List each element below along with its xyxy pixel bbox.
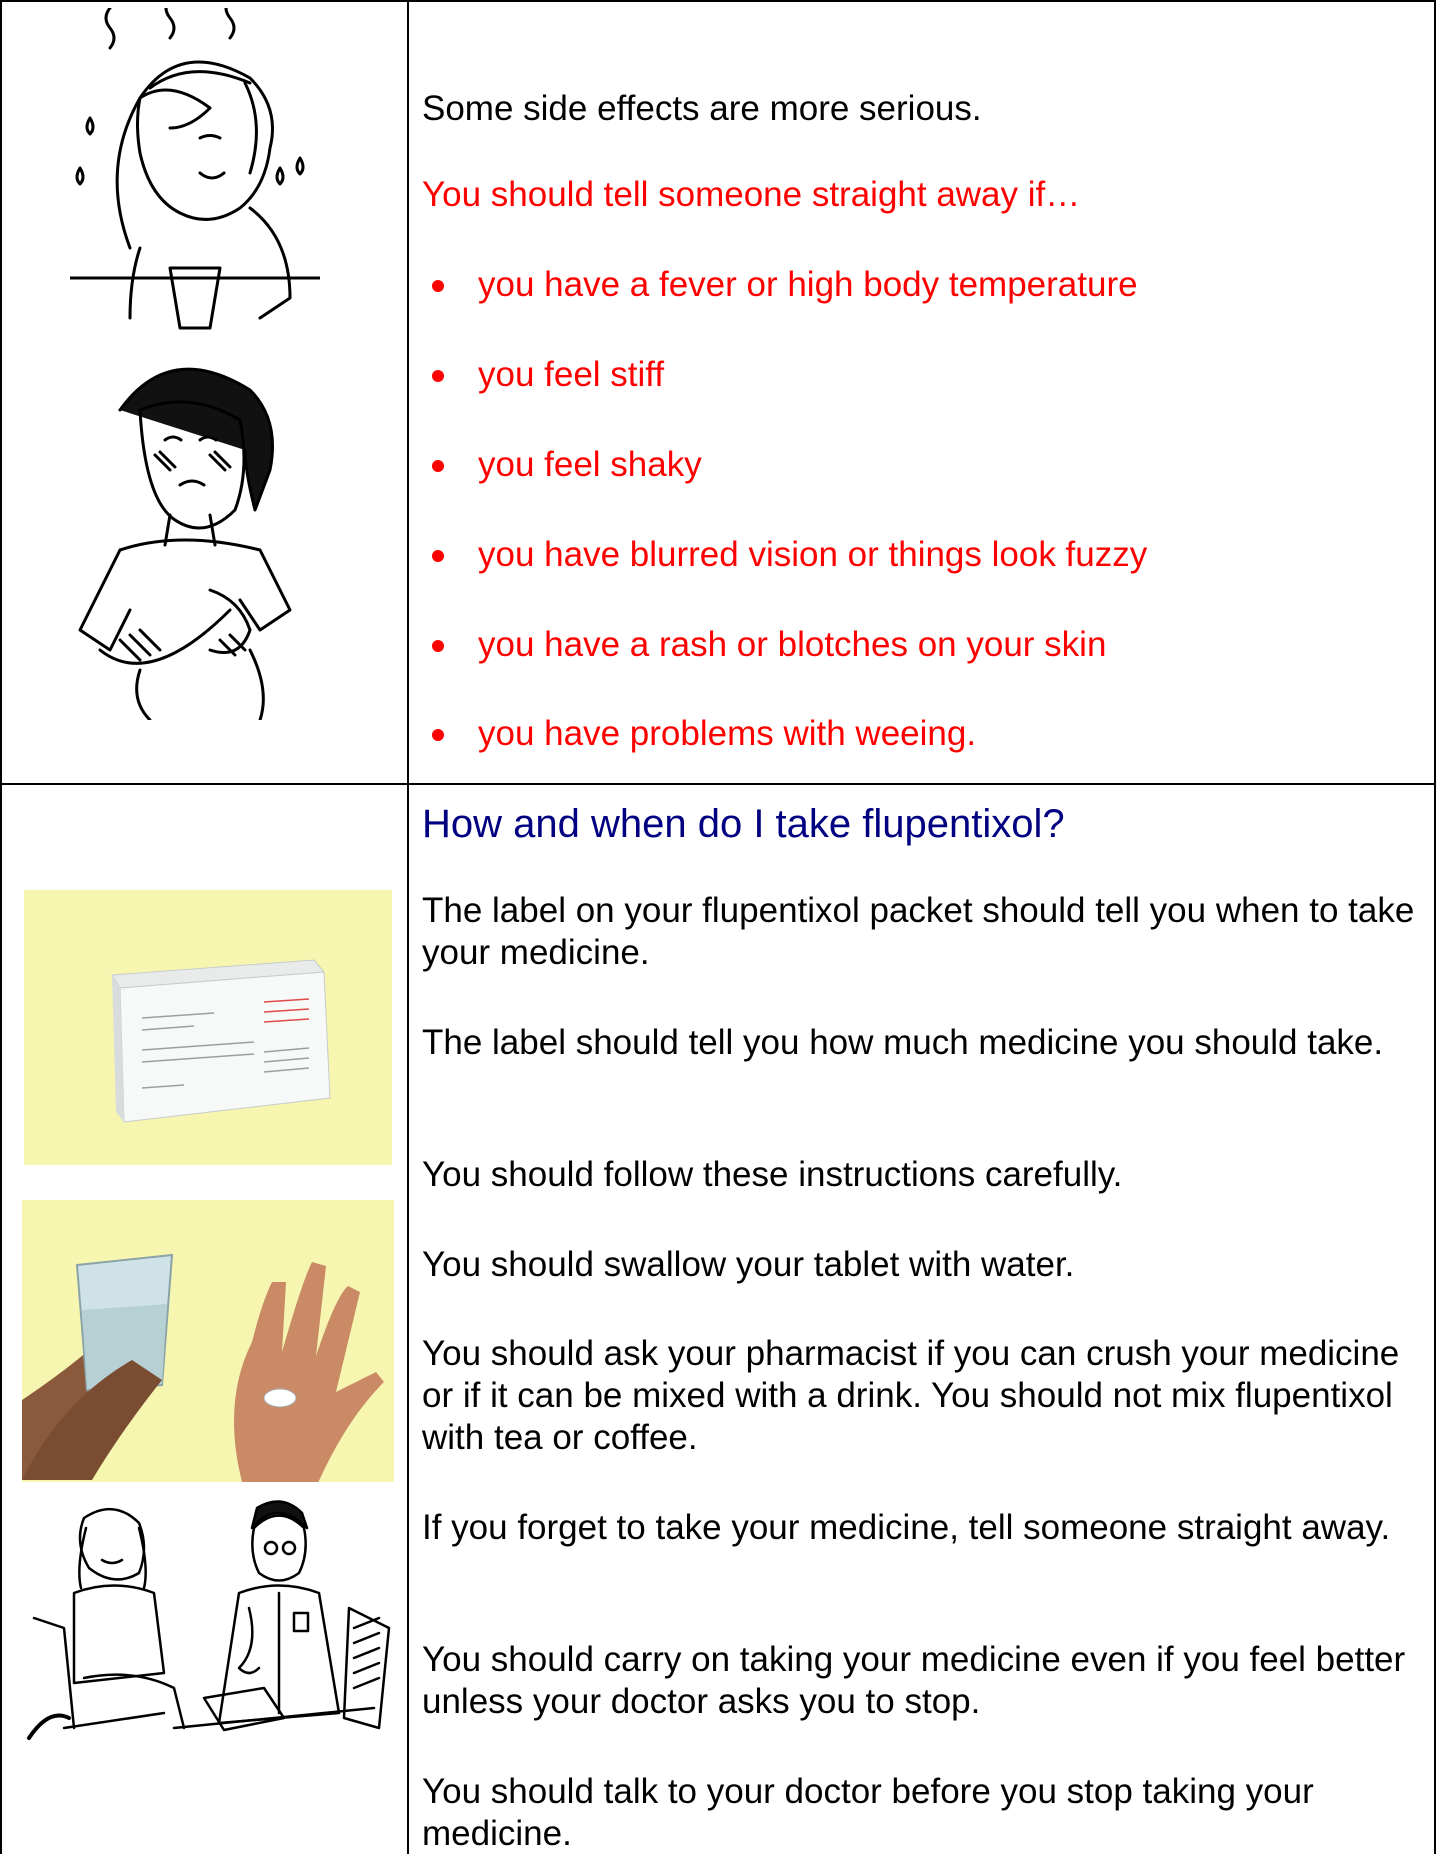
bullet-3-icon — [432, 460, 444, 472]
medicine-box-photo — [24, 890, 392, 1165]
paragraph-carry-on: You should carry on taking your medicine even if you feel better unless your doctor asks you to stop. — [422, 1640, 1406, 1721]
bullet-item-stiff: you feel stiff — [478, 355, 665, 394]
bullet-4-icon — [432, 550, 444, 562]
person-sweating-headache-illustration — [70, 8, 320, 338]
table-border-top — [0, 0, 1436, 2]
glass-and-tablet-photo — [22, 1200, 394, 1482]
bullet-5-icon — [432, 640, 444, 652]
table-row-divider — [0, 783, 1436, 785]
bullet-6-icon — [432, 729, 444, 741]
table-border-left — [0, 0, 2, 1854]
bullet-item-fever: you have a fever or high body temperature — [478, 265, 1138, 304]
table-column-divider — [407, 0, 409, 1854]
bullet-2-icon — [432, 370, 444, 382]
paragraph-swallow-with-water: You should swallow your tablet with water. — [422, 1245, 1075, 1284]
bullet-item-weeing: you have problems with weeing. — [478, 714, 977, 753]
person-with-rash-illustration — [60, 340, 310, 720]
section-heading: How and when do I take flupentixol? — [422, 802, 1065, 846]
bullet-item-rash: you have a rash or blotches on your skin — [478, 625, 1107, 664]
side-effects-intro: Some side effects are more serious. — [422, 89, 982, 128]
paragraph-label-when: The label on your flupentixol packet should tell you when to take your medicine. — [422, 891, 1415, 972]
bullet-item-blurred-vision: you have blurred vision or things look fuzzy — [478, 535, 1148, 574]
patient-and-doctor-illustration — [24, 1498, 404, 1748]
paragraph-follow-instructions: You should follow these instructions carefully. — [422, 1155, 1123, 1194]
warning-statement: You should tell someone straight away if… — [422, 175, 1081, 214]
bullet-1-icon — [432, 280, 444, 292]
paragraph-talk-before-stopping: You should talk to your doctor before you stop taking your medicine. — [422, 1772, 1314, 1853]
medicine-box-icon — [24, 890, 392, 1165]
paragraph-crush-or-mix: You should ask your pharmacist if you can crush your medicine or if it can be mixed with a drink. You should not mix flupentixol with tea or coffee. — [422, 1334, 1400, 1457]
glass-and-tablet-icon — [22, 1200, 394, 1482]
bullet-item-shaky: you feel shaky — [478, 445, 702, 484]
paragraph-forget-medicine: If you forget to take your medicine, tell someone straight away. — [422, 1508, 1391, 1547]
paragraph-label-how-much: The label should tell you how much medicine you should take. — [422, 1023, 1384, 1062]
